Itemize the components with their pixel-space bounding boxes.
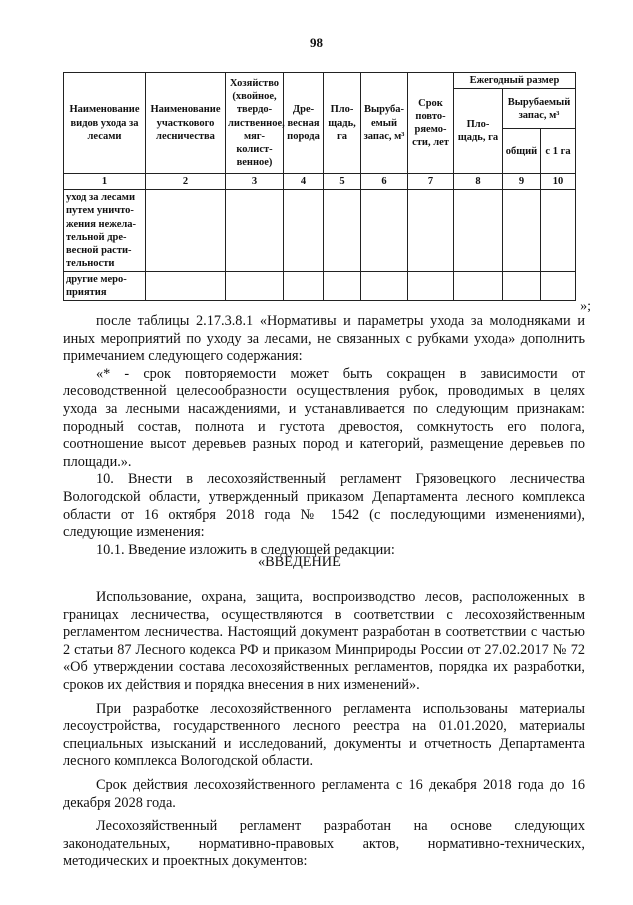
column-number: 2 <box>146 174 226 190</box>
closing-quote: »; <box>580 299 591 314</box>
column-number: 6 <box>361 174 408 190</box>
header-annual-area: Пло-щадь, га <box>454 89 503 174</box>
header-annual-volume: Вырубаемый запас, м³ <box>503 89 576 129</box>
header-economy: Хозяйство (хвойное, твердо-лиственное, мяг-колист-венное) <box>226 73 284 174</box>
column-number: 10 <box>541 174 576 190</box>
header-tree-species: Дре-весная порода <box>284 73 324 174</box>
column-number: 4 <box>284 174 324 190</box>
header-annual-size: Ежегодный размер <box>454 73 576 89</box>
header-harvest-volume: Выруба-емый запас, м³ <box>361 73 408 174</box>
header-care-type: Наименование видов ухода за лесами <box>64 73 146 174</box>
paragraph-intro-2: При разработке лесохозяйственного регламента использованы материалы лесоустройства, государственного лесного реестра на 01.01.2020, материалы специальных изысканий и исследований, документы и отчетность Департамента лесного комплекса Вологодской области. <box>63 700 585 770</box>
forest-care-table <box>63 72 576 301</box>
column-number: 8 <box>454 174 503 190</box>
row-label: другие меро-приятия <box>64 272 146 301</box>
table-row <box>64 190 576 272</box>
section-heading: «ВВЕДЕНИЕ <box>258 554 341 570</box>
amendment-block <box>63 313 585 559</box>
page-number: 98 <box>310 35 323 50</box>
column-number-row <box>64 174 576 190</box>
header-area: Пло-щадь, га <box>324 73 361 174</box>
header-district: Наименование участкового лесничества <box>146 73 226 174</box>
column-number: 3 <box>226 174 284 190</box>
header-volume-per-ha: с 1 га <box>541 129 576 174</box>
paragraph-item-10: 10. Внести в лесохозяйственный регламент Грязовецкого лесничества Вологодской области, утвержденный приказом Департамента лесного комплекса области от 16 октября 2018 года № 1542 (с последующими изменениями), следующие изменения: <box>63 471 585 541</box>
header-repeat-period: Срок повто-ряемо-сти, лет <box>408 73 454 174</box>
paragraph-intro-3: Срок действия лесохозяйственного регламента с 16 декабря 2018 года до 16 декабря 2028 года. <box>63 776 585 811</box>
introduction-block <box>63 589 585 871</box>
paragraph-intro-4: Лесохозяйственный регламент разработан на основе следующих законодательных, нормативно-правовых актов, нормативно-технических, методических и проектных документов: <box>63 818 585 870</box>
paragraph-table-note: после таблицы 2.17.3.8.1 «Нормативы и параметры ухода за молодняками и иных мероприятий по уходу за лесами, не связанных с рубками ухода» дополнить примечанием следующего содержания: <box>63 313 585 365</box>
paragraph-footnote: «* - срок повторяемости может быть сокращен в зависимости от лесоводственной целесообразности осуществления рубок, проводимых в целях ухода за лесными насаждениями, и устанавливается по следующим признакам: породный состав, полнота и густота древостоя, сомкнутость его полога, соотношение высот деревьев разных пород и категорий, размещение деревьев по площади.». <box>63 365 585 470</box>
paragraph-intro-1: Использование, охрана, защита, воспроизводство лесов, расположенных в границах лесничества, осуществляются в соответствии с лесохозяйственным регламентом лесничества. Настоящий документ разработан в соответствии с частью 2 статьи 87 Лесного кодекса РФ и приказом Минприроды России от 27.02.2017 № 72 «Об утверждении состава лесохозяйственных регламентов, порядка их разработки, сроков их действия и порядка внесения в них изменений». <box>63 589 585 693</box>
table-row <box>64 272 576 301</box>
header-volume-total: общий <box>503 129 541 174</box>
column-number: 7 <box>408 174 454 190</box>
row-label: уход за лесами путем уничто-жения нежела-тельной дре-весной расти-тельности <box>64 190 146 272</box>
paragraph-item-10-1: 10.1. Введение изложить в следующей редакции: <box>96 541 395 558</box>
column-number: 9 <box>503 174 541 190</box>
column-number: 5 <box>324 174 361 190</box>
column-number: 1 <box>64 174 146 190</box>
